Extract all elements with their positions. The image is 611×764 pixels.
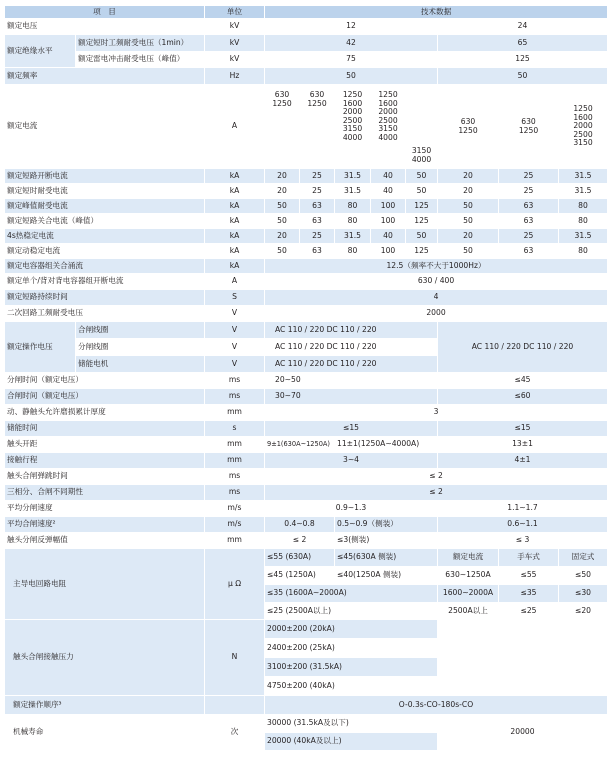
table-row: 额定峰值耐受电流 kA 50 63 80 100 125 50 63 80 (5, 199, 608, 214)
table-row: 3100±200 (31.5kA) (5, 658, 608, 677)
header-unit: 单位 (205, 6, 265, 19)
table-row: 储能电机 V AC 110 / 220 DC 110 / 220 (5, 356, 608, 373)
table-row: 三相分、合闸不同期性 ms ≤ 2 (5, 485, 608, 501)
table-row: ≤35 (1600A~2000A) 1600~2000A ≤35 ≤30 (5, 585, 608, 603)
table-row: 触头分闸反弹幅值 mm ≤ 2 ≤3(侧装) ≤ 3 (5, 533, 608, 549)
header-tech: 技术数据 (265, 6, 608, 19)
table-row: 额定动稳定电流 kA 50 63 80 100 125 50 63 80 (5, 244, 608, 259)
table-row: 主导电回路电阻 μ Ω ≤55 (630A) ≤45(630A 侧装) 额定电流 手车式 固定式 (5, 549, 608, 567)
header-item: 项 目 (5, 6, 205, 19)
table-row: 合闸时间（额定电压） ms 30~70 ≤60 (5, 389, 608, 405)
table-row: 二次回路工频耐受电压 V 2000 (5, 306, 608, 322)
table-row: 动、静触头允许磨损累计厚度 mm 3 (5, 405, 608, 421)
table-row: 额定频率 Hz 50 50 (5, 68, 608, 85)
table-row: 分闸线圈 V AC 110 / 220 DC 110 / 220 (5, 339, 608, 356)
table-row: 2400±200 (25kA) (5, 639, 608, 658)
table-row: 平均分闸速度 m/s 0.9~1.3 1.1~1.7 (5, 501, 608, 517)
header-row (5, 6, 608, 19)
table-row: 额定电容器组关合涌流 kA 12.5（频率不大于1000Hz） (5, 259, 608, 274)
table-row: 额定短路持续时间 S 4 (5, 290, 608, 306)
table-row: 额定操作电压 合闸线圈 V AC 110 / 220 DC 110 / 220 AC 110 / 220 DC 110 / 220 (5, 322, 608, 339)
table-row: 4750±200 (40kA) (5, 677, 608, 696)
table-row: 额定短时耐受电流 kA 20 25 31.5 40 50 20 25 31.5 (5, 184, 608, 199)
table-row: 平均合闸速度² m/s 0.4~0.8 0.5~0.9（侧装） 0.6~1.1 (5, 517, 608, 533)
table-row: ≤45 (1250A) ≤40(1250A 侧装) 630~1250A ≤55 ≤50 (5, 567, 608, 585)
table-row: 额定电流 A 630 1250 630 1250 1250 1600 2000 2500 3150 4000 1250 1600 2000 2500 3150 4000 3150 4000 630 1250 630 1250 1250 1600 2000 2500 3150 (5, 85, 608, 169)
table-row: 储能时间 s ≤15 ≤15 (5, 421, 608, 437)
spec-table (4, 5, 608, 751)
table-row: 触头合闸弹跳时间 ms ≤ 2 (5, 469, 608, 485)
table-row: 额定短路开断电流 kA 20 25 31.5 40 50 20 25 31.5 (5, 169, 608, 184)
table-row: 额定电压 kV 12 24 (5, 19, 608, 35)
table-row: 20000 (40kA及以上) (5, 733, 608, 751)
table-row: 额定绝缘水平 额定短时工频耐受电压（1min） kV 42 65 (5, 35, 608, 52)
table-row: 4s热稳定电流 kA 20 25 31.5 40 50 20 25 31.5 (5, 229, 608, 244)
table-row: 额定操作顺序³ O-0.3s-CO-180s-CO (5, 696, 608, 715)
table-row: 接触行程 mm 3~4 4±1 (5, 453, 608, 469)
table-row: 触头开距 mm 9±1(630A~1250A) 11±1(1250A~4000A) 13±1 (5, 437, 608, 453)
table-row: ≤25 (2500A以上) 2500A以上 ≤25 ≤20 (5, 603, 608, 620)
table-row: 触头合闸接触压力 N 2000±200 (20kA) (5, 620, 608, 639)
table-row: 额定雷电冲击耐受电压（峰值） kV 75 125 (5, 52, 608, 68)
table-row: 额定单个/背对背电容器组开断电流 A 630 / 400 (5, 274, 608, 290)
table-row: 分闸时间（额定电压） ms 20~50 ≤45 (5, 373, 608, 389)
table-row: 额定短路关合电流（峰值） kA 50 63 80 100 125 50 63 80 (5, 214, 608, 229)
table-row: 机械寿命 次 30000 (31.5kA及以下) 20000 (5, 715, 608, 733)
